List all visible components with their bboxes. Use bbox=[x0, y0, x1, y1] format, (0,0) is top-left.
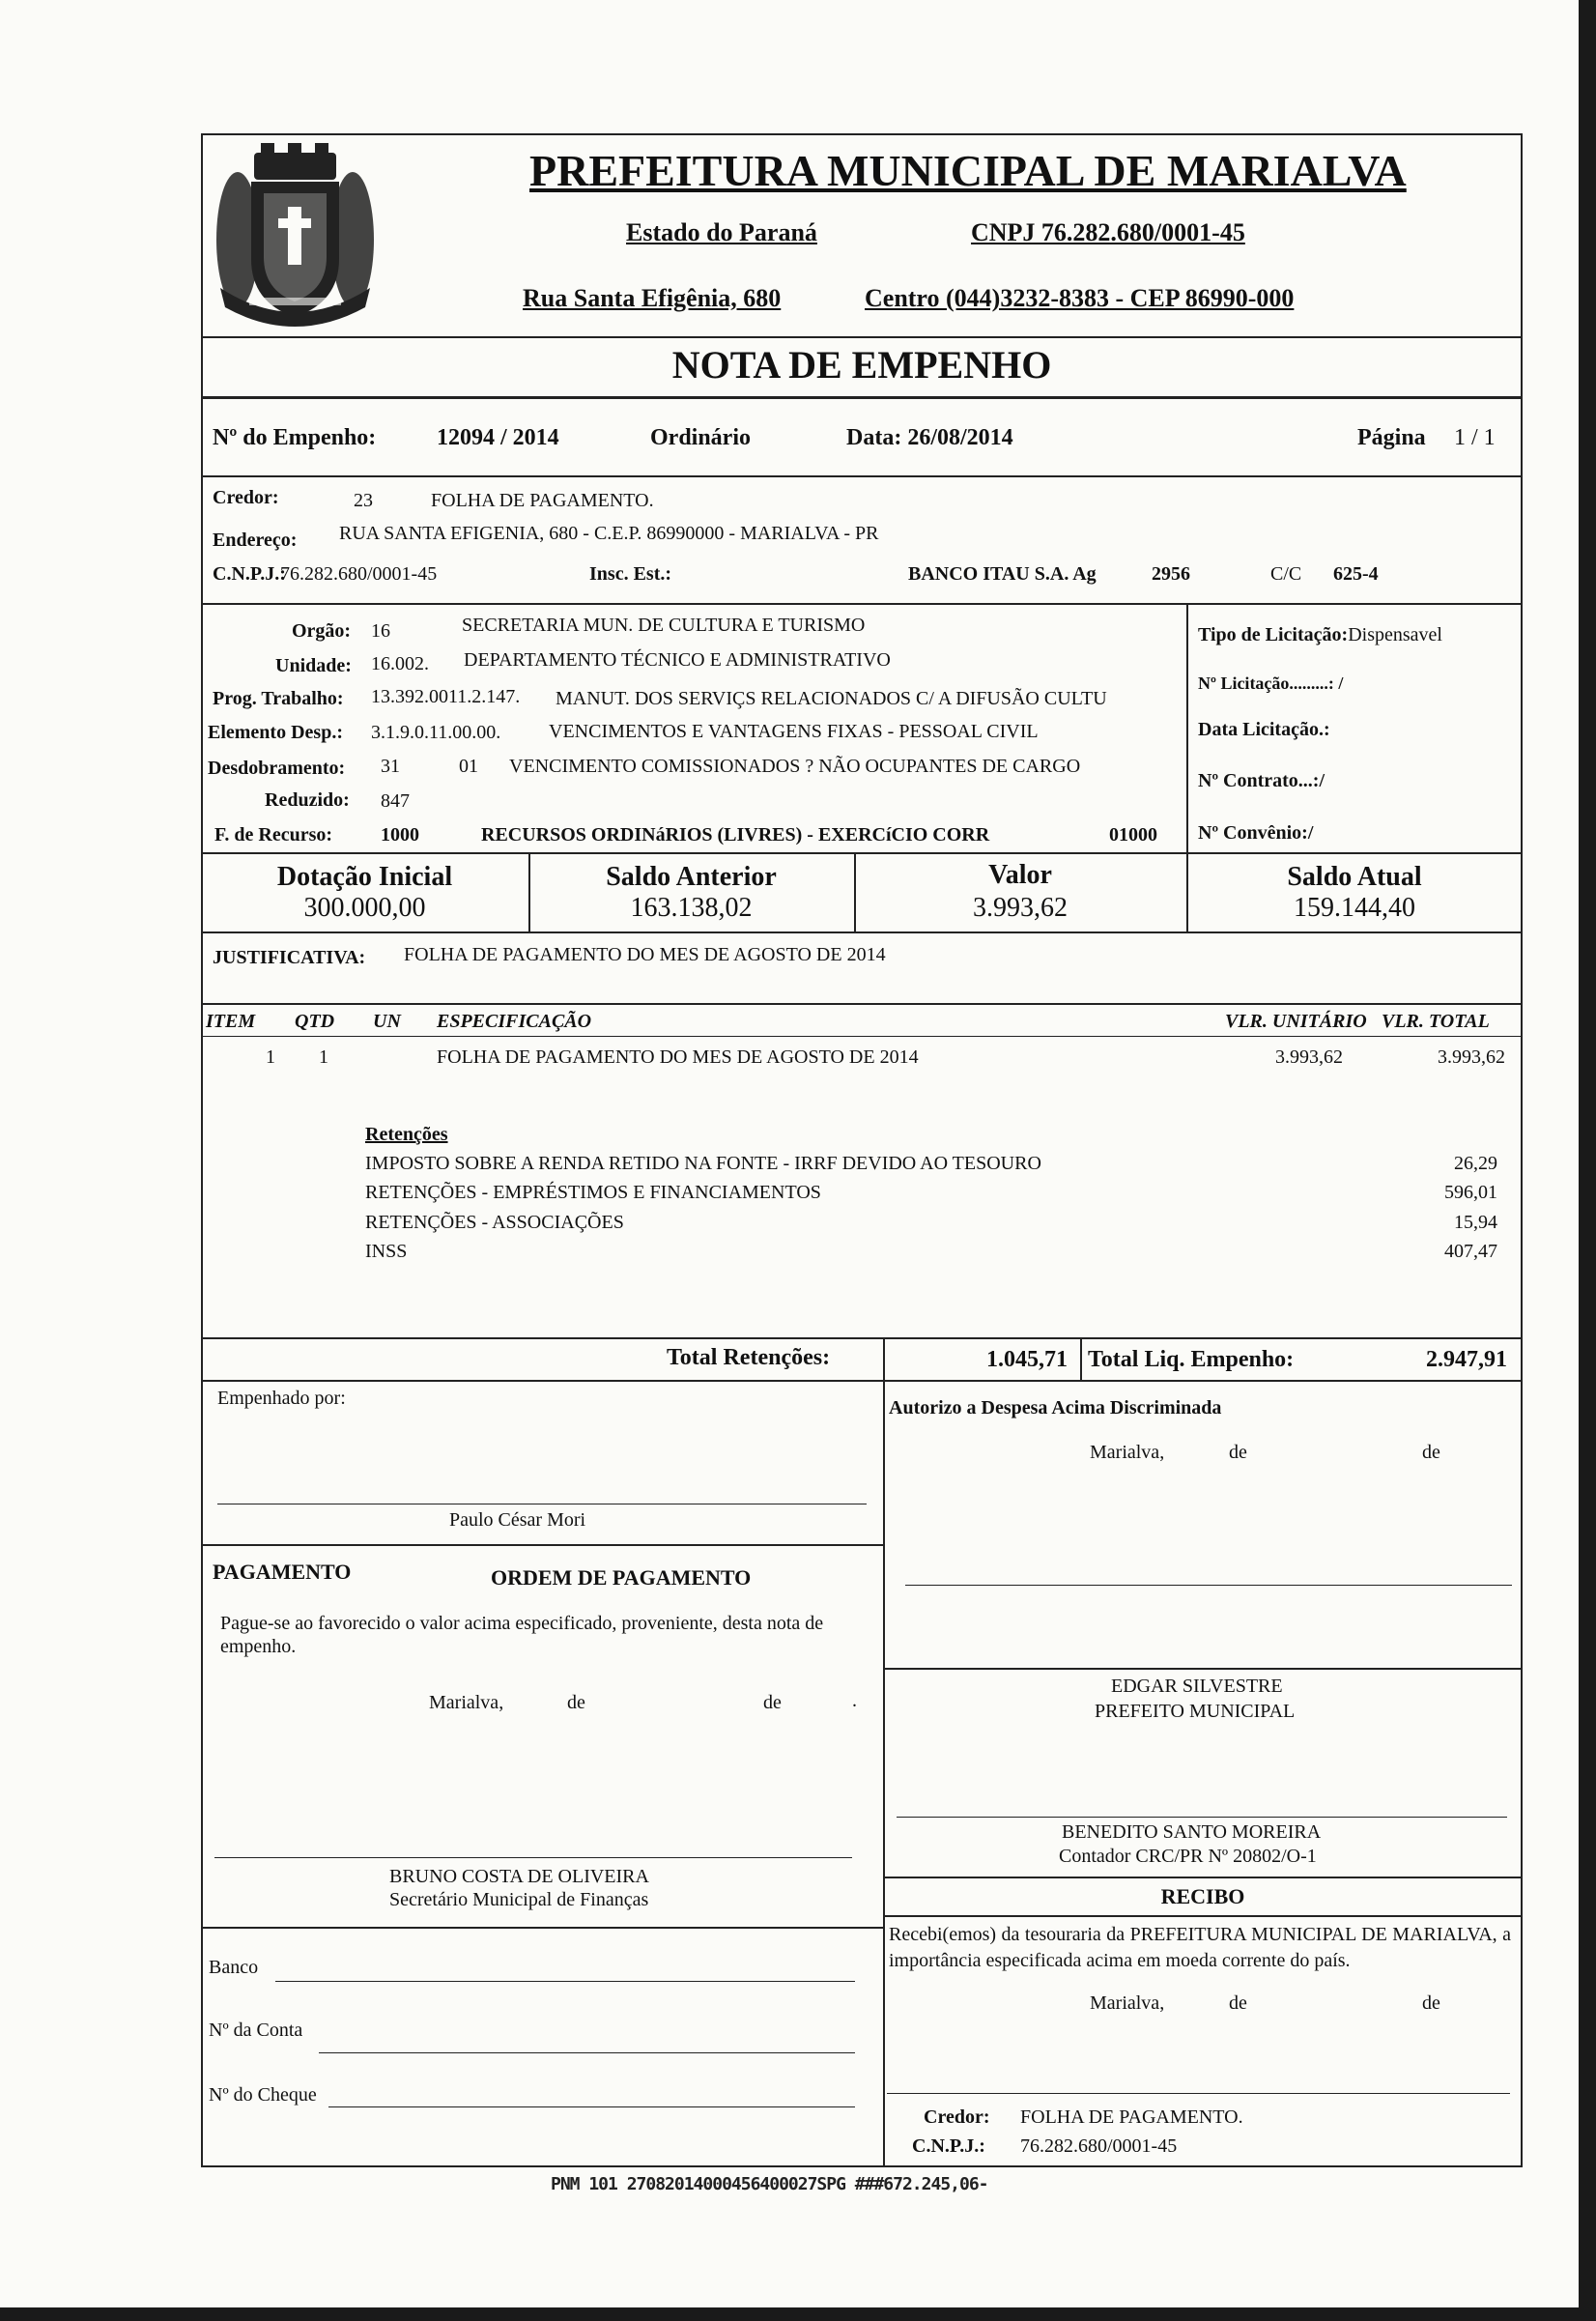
page-number: 1 / 1 bbox=[1454, 425, 1496, 450]
orgao-code: 16 bbox=[371, 620, 390, 642]
signature-line bbox=[897, 1817, 1507, 1818]
divider bbox=[201, 336, 1523, 338]
col-header-un: UN bbox=[373, 1011, 401, 1032]
col-header-vlr-total: VLR. TOTAL bbox=[1382, 1011, 1490, 1032]
cheque-field-line[interactable] bbox=[328, 2106, 855, 2107]
dotacao-label: Dotação Inicial bbox=[276, 862, 453, 892]
licitacao-type: Dispensavel bbox=[1348, 624, 1442, 645]
banco-field-line[interactable] bbox=[275, 1981, 855, 1982]
divider-vertical bbox=[1186, 603, 1188, 852]
contador-title: Contador CRC/PR Nº 20802/O-1 bbox=[1059, 1846, 1317, 1867]
divider bbox=[201, 396, 1523, 399]
retencao-label: RETENÇÕES - ASSOCIAÇÕES bbox=[365, 1212, 624, 1233]
prog-trabalho-label: Prog. Trabalho: bbox=[213, 688, 344, 709]
prefeito-title: PREFEITO MUNICIPAL bbox=[1095, 1701, 1296, 1722]
fonte-recurso-label: F. de Recurso: bbox=[214, 824, 333, 845]
signature-line bbox=[214, 1857, 852, 1858]
recibo-text: Recebi(emos) da tesouraria da PREFEITURA MUNICIPAL DE MARIALVA, a importância especificada acima em moeda corrente do país. bbox=[889, 1924, 1511, 1971]
retencao-label: RETENÇÕES - EMPRÉSTIMOS E FINANCIAMENTOS bbox=[365, 1182, 821, 1203]
total-retencoes-value: 1.045,71 bbox=[986, 1347, 1068, 1372]
retencoes-title: Retenções bbox=[365, 1124, 448, 1145]
total-liquido-value: 2.947,91 bbox=[1426, 1347, 1507, 1372]
divider bbox=[201, 1036, 1523, 1037]
saldo-anterior-label: Saldo Anterior bbox=[606, 862, 777, 892]
divider-vertical bbox=[883, 1380, 885, 2167]
orgao-name: SECRETARIA MUN. DE CULTURA E TURISMO bbox=[462, 615, 866, 636]
autorizo-city: Marialva, bbox=[1090, 1442, 1165, 1463]
reduzido-value: 847 bbox=[381, 790, 410, 812]
saldo-anterior-value: 163.138,02 bbox=[630, 893, 753, 923]
licitacao-number: Nº Licitação.........: / bbox=[1198, 673, 1344, 693]
pagamento-title: PAGAMENTO bbox=[213, 1560, 352, 1584]
divider bbox=[883, 1668, 1523, 1670]
fonte-recurso-number: 01000 bbox=[1109, 824, 1157, 845]
recibo-title: RECIBO bbox=[1160, 1884, 1245, 1908]
recibo-de-1: de bbox=[1229, 1992, 1247, 2014]
pagamento-dot: . bbox=[852, 1690, 857, 1711]
elemento-code: 3.1.9.0.11.00.00. bbox=[371, 722, 501, 743]
document-title: NOTA DE EMPENHO bbox=[671, 343, 1052, 387]
row-qtd: 1 bbox=[319, 1046, 328, 1068]
address-header: Rua Santa Efigênia, 680 bbox=[523, 284, 782, 312]
row-item: 1 bbox=[266, 1046, 275, 1068]
signature-line bbox=[905, 1585, 1512, 1586]
retencao-value: 407,47 bbox=[1444, 1241, 1497, 1262]
conta-field-line[interactable] bbox=[319, 2052, 855, 2053]
licitacao-type-label: Tipo de Licitação: bbox=[1198, 624, 1349, 645]
pagamento-text: Pague-se ao favorecido o valor acima especificado, proveniente, desta nota de empenho. bbox=[220, 1613, 824, 1657]
autorizo-de-1: de bbox=[1229, 1442, 1247, 1463]
desdobramento-label: Desdobramento: bbox=[208, 758, 346, 779]
unidade-code: 16.002. bbox=[371, 653, 429, 674]
justificativa-label: JUSTIFICATIVA: bbox=[213, 947, 366, 968]
divider bbox=[201, 852, 1523, 854]
dotacao-value: 300.000,00 bbox=[303, 893, 426, 923]
unidade-label: Unidade: bbox=[275, 655, 352, 676]
justificativa-text: FOLHA DE PAGAMENTO DO MES DE AGOSTO DE 2014 bbox=[404, 944, 886, 965]
recibo-cnpj-label: C.N.P.J.: bbox=[912, 2135, 985, 2157]
orgao-label: Orgão: bbox=[292, 620, 352, 642]
contrato-number: Nº Contrato...:/ bbox=[1198, 770, 1325, 791]
conta-label[interactable]: Nº da Conta bbox=[209, 2020, 303, 2041]
row-vlr-unitario: 3.993,62 bbox=[1275, 1046, 1343, 1068]
credor-label: Credor: bbox=[213, 487, 279, 508]
divider bbox=[201, 603, 1523, 605]
desdobramento-sub: 01 bbox=[459, 756, 478, 777]
empenhado-label: Empenhado por: bbox=[217, 1388, 346, 1409]
autorizo-de-2: de bbox=[1422, 1442, 1440, 1463]
pagamento-city: Marialva, bbox=[429, 1692, 504, 1713]
col-header-qtd: QTD bbox=[295, 1011, 335, 1032]
empenho-number-label: Nº do Empenho: bbox=[213, 425, 377, 450]
recibo-credor-label: Credor: bbox=[924, 2106, 990, 2128]
empenho-number: 12094 / 2014 bbox=[437, 425, 559, 450]
endereco-value: RUA SANTA EFIGENIA, 680 - C.E.P. 86990000 - MARIALVA - PR bbox=[339, 523, 879, 544]
credor-code: 23 bbox=[354, 490, 373, 511]
prog-trabalho-code: 13.392.0011.2.147. bbox=[371, 686, 521, 707]
cc-label: C/C bbox=[1270, 563, 1302, 585]
prog-trabalho-name: MANUT. DOS SERVIÇS RELACIONADOS C/ A DIFUSÃO CULTU bbox=[556, 688, 1107, 709]
bank-agency: 2956 bbox=[1152, 563, 1190, 585]
municipal-crest-logo bbox=[211, 143, 380, 331]
col-header-item: ITEM bbox=[206, 1011, 256, 1032]
desdobramento-code: 31 bbox=[381, 756, 400, 777]
authentication-stamp: PNM 101 27082014000456400027SPG ###672.245,06- bbox=[551, 2174, 988, 2194]
credor-cnpj-label: C.N.P.J.: bbox=[213, 563, 286, 585]
licitacao-date: Data Licitação.: bbox=[1198, 719, 1330, 740]
elemento-label: Elemento Desp.: bbox=[208, 722, 343, 743]
divider bbox=[201, 1544, 883, 1546]
divider bbox=[883, 1877, 1523, 1878]
fonte-recurso-name: RECURSOS ORDINáRIOS (LIVRES) - EXERCíCIO CORR bbox=[481, 824, 990, 845]
contador-name: BENEDITO SANTO MOREIRA bbox=[1062, 1821, 1322, 1843]
signature-line bbox=[887, 2093, 1510, 2094]
divider bbox=[883, 1915, 1523, 1917]
desdobramento-name: VENCIMENTO COMISSIONADOS ? NÃO OCUPANTES DE CARGO bbox=[509, 756, 1081, 777]
contact-header: Centro (044)3232-8383 - CEP 86990-000 bbox=[865, 284, 1295, 312]
total-retencoes-label: Total Retenções: bbox=[667, 1345, 831, 1370]
retencao-label: INSS bbox=[365, 1241, 408, 1262]
autorizo-label: Autorizo a Despesa Acima Discriminada bbox=[889, 1397, 1222, 1418]
empenho-date: Data: 26/08/2014 bbox=[846, 425, 1013, 450]
state-label: Estado do Paraná bbox=[626, 218, 817, 246]
credor-name: FOLHA DE PAGAMENTO. bbox=[431, 490, 654, 511]
saldo-atual-value: 159.144,40 bbox=[1294, 893, 1415, 923]
recibo-city: Marialva, bbox=[1090, 1992, 1165, 2014]
empenhado-name: Paulo César Mori bbox=[449, 1509, 586, 1531]
divider bbox=[201, 1927, 883, 1929]
valor-label: Valor bbox=[988, 860, 1052, 890]
pagamento-de-2: de bbox=[763, 1692, 782, 1713]
elemento-name: VENCIMENTOS E VANTAGENS FIXAS - PESSOAL CIVIL bbox=[549, 721, 1039, 742]
retencao-value: 15,94 bbox=[1454, 1212, 1497, 1233]
recibo-cnpj: 76.282.680/0001-45 bbox=[1020, 2135, 1178, 2157]
saldo-atual-label: Saldo Atual bbox=[1287, 862, 1422, 892]
banco-label[interactable]: Banco bbox=[209, 1957, 259, 1978]
scan-edge-bottom bbox=[0, 2307, 1596, 2321]
page-label: Página bbox=[1357, 425, 1426, 450]
reduzido-label: Reduzido: bbox=[265, 789, 350, 811]
col-header-especificacao: ESPECIFICAÇÃO bbox=[437, 1011, 592, 1032]
bank-name: BANCO ITAU S.A. Ag bbox=[908, 563, 1097, 585]
credor-cnpj: 76.282.680/0001-45 bbox=[280, 563, 438, 585]
divider-vertical bbox=[1080, 1337, 1082, 1380]
recibo-credor: FOLHA DE PAGAMENTO. bbox=[1020, 2106, 1243, 2128]
valor-value: 3.993,62 bbox=[973, 893, 1068, 923]
scan-edge-right bbox=[1579, 0, 1596, 2321]
divider bbox=[201, 931, 1523, 933]
fonte-recurso-code: 1000 bbox=[381, 824, 419, 845]
divider bbox=[201, 475, 1523, 477]
total-liquido-label: Total Liq. Empenho: bbox=[1088, 1347, 1295, 1372]
recibo-de-2: de bbox=[1422, 1992, 1440, 2014]
empenho-type: Ordinário bbox=[650, 425, 752, 450]
divider bbox=[201, 1380, 1523, 1382]
prefeito-name: EDGAR SILVESTRE bbox=[1111, 1676, 1283, 1697]
row-especificacao: FOLHA DE PAGAMENTO DO MES DE AGOSTO DE 2014 bbox=[437, 1046, 919, 1068]
page-title: PREFEITURA MUNICIPAL DE MARIALVA bbox=[529, 146, 1407, 195]
divider bbox=[201, 1003, 1523, 1005]
divider-vertical bbox=[883, 1337, 885, 1380]
secretario-name: BRUNO COSTA DE OLIVEIRA bbox=[389, 1866, 649, 1887]
col-header-vlr-unitario: VLR. UNITÁRIO bbox=[1225, 1011, 1367, 1032]
pagamento-de-1: de bbox=[567, 1692, 585, 1713]
convenio-number: Nº Convênio:/ bbox=[1198, 822, 1314, 844]
secretario-title: Secretário Municipal de Finanças bbox=[389, 1889, 649, 1910]
insc-est-label: Insc. Est.: bbox=[589, 563, 672, 585]
retencao-value: 26,29 bbox=[1454, 1153, 1497, 1174]
ordem-pagamento-title: ORDEM DE PAGAMENTO bbox=[491, 1565, 752, 1590]
endereco-label: Endereço: bbox=[213, 530, 298, 551]
unidade-name: DEPARTAMENTO TÉCNICO E ADMINISTRATIVO bbox=[464, 649, 891, 671]
divider bbox=[201, 1337, 1523, 1339]
retencao-label: IMPOSTO SOBRE A RENDA RETIDO NA FONTE - IRRF DEVIDO AO TESOURO bbox=[365, 1153, 1041, 1174]
retencao-value: 596,01 bbox=[1444, 1182, 1497, 1203]
cc-number: 625-4 bbox=[1333, 563, 1379, 585]
row-vlr-total: 3.993,62 bbox=[1438, 1046, 1505, 1068]
cheque-label[interactable]: Nº do Cheque bbox=[209, 2084, 317, 2106]
cnpj-header: CNPJ 76.282.680/0001-45 bbox=[971, 218, 1245, 246]
